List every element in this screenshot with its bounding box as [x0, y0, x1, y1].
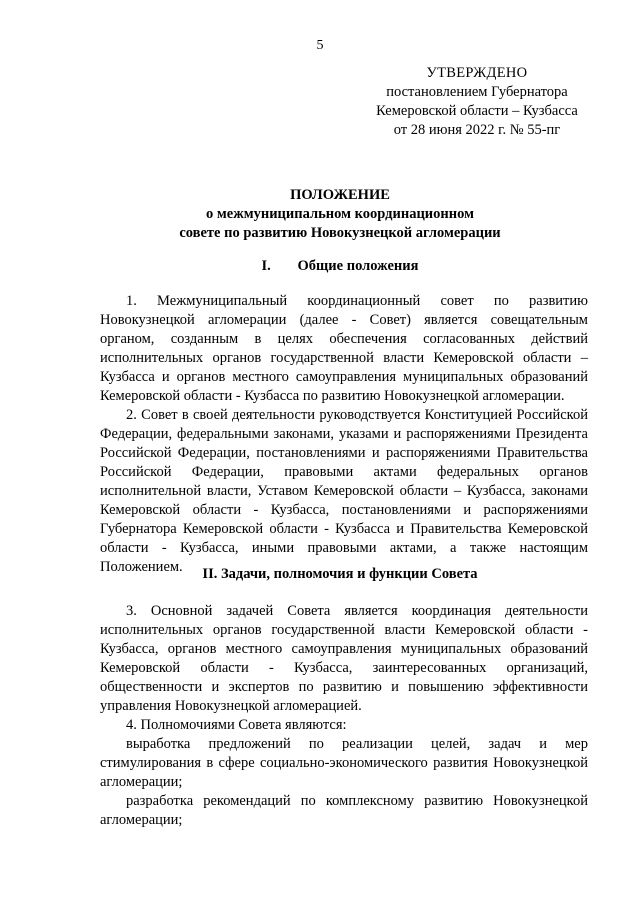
- list-item: разработка рекомендаций по комплексному развитию Новокузнецкой агломерации;: [100, 793, 588, 828]
- section-2-body: [100, 602, 588, 830]
- document-title: [80, 186, 600, 243]
- approval-line: постановлением Губернатора: [386, 84, 568, 100]
- list-item: выработка предложений по реализации целей, задач и мер стимулирования в сфере социально-экономического развития Новокузнецкой агломерации;: [100, 736, 588, 790]
- approval-line: Кемеровской области – Кузбасса: [376, 103, 578, 119]
- section-1-body: [100, 292, 588, 577]
- section-2-heading: II. Задачи, полномочия и функции Совета: [202, 566, 478, 582]
- approval-stamp: [352, 64, 602, 140]
- section-1-title: Общие положения: [297, 258, 419, 274]
- paragraph-2: 2. Совет в своей деятельности руководствуется Конституцией Российской Федерации, федеральными законами, указами и распоряжениями Президента Российской Федерации, постановлениями и распоряжениями Правительства Российской Федерации, правовыми актами федеральных органов исполнительной власти, Уставом Кемеровской области – Кузбасса, законами Кемеровской области - Кузбасса, постановлениями и распоряжениями Губернатора Кемеровской области - Кузбасса и Правительства Кемеровской области - Кузбасса, иными правовыми актами, а также настоящим Положением.: [100, 407, 588, 575]
- paragraph-3: 3. Основной задачей Совета является координация деятельности исполнительных органов государственной власти Кемеровской области - Кузбасса, органов местного самоуправления муниципальных образований Кемеровской области - Кузбасса, заинтересованных организаций, общественности и экспертов по развитию и повышению эффективности управления Новокузнецкой агломерацией.: [100, 603, 588, 714]
- title-subtitle-line: о межмуниципальном координационном: [206, 206, 474, 222]
- page-number: 5: [316, 38, 324, 53]
- approval-heading: УТВЕРЖДЕНО: [426, 65, 528, 81]
- section-1-heading: [80, 257, 600, 276]
- approval-date-line: от 28 июня 2022 г. № 55-пг: [393, 122, 561, 138]
- paragraph-4: 4. Полномочиями Совета являются:: [126, 717, 347, 733]
- title-subtitle-line: совете по развитию Новокузнецкой агломерации: [179, 225, 501, 241]
- section-1-number: I.: [261, 258, 271, 274]
- paragraph-1: 1. Межмуниципальный координационный совет по развитию Новокузнецкой агломерации (далее - Совет) является совещательным органом, созданным в целях обеспечения согласованных действий исполнительных органов государственной власти Кемеровской области – Кузбасса и органов местного самоуправления муниципальных образований Кемеровской области - Кузбасса по развитию Новокузнецкой агломерации.: [100, 293, 588, 404]
- title-heading: ПОЛОЖЕНИЕ: [290, 187, 390, 203]
